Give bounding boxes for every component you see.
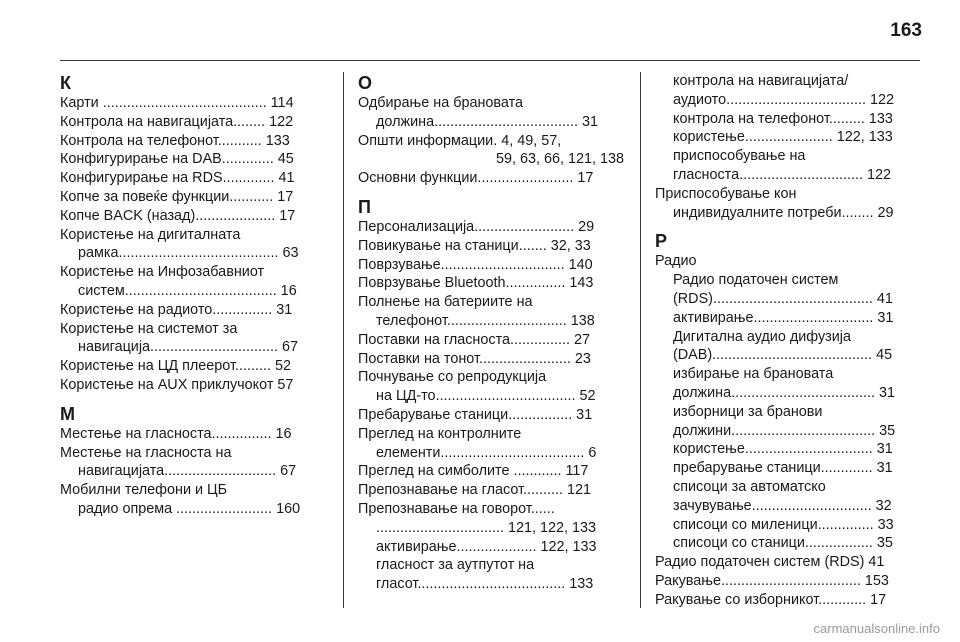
- index-entry: Контрола на навигацијата........ 122: [60, 113, 294, 130]
- index-entry: Препознавање на говорот......: [358, 500, 555, 517]
- index-entry: гласноста............................... 122: [673, 166, 892, 183]
- index-entry: рамка........................................ 63: [78, 245, 299, 262]
- watermark: carmanualsonline.info: [813, 621, 940, 636]
- index-entry: Копче BACK (назад).................... 17: [60, 207, 296, 224]
- index-entry: пребарување станици............. 31: [673, 460, 893, 477]
- index-entry: Ракување со изборникот............ 17: [655, 591, 887, 608]
- index-entry: изборници за бранови: [673, 403, 823, 420]
- index-entry: (RDS)........................................ 41: [673, 290, 893, 307]
- index-entry: Местење на гласноста на: [60, 444, 232, 461]
- column-divider: [343, 72, 344, 608]
- index-entry: Приспособување кон: [655, 185, 797, 202]
- column-divider: [640, 72, 641, 608]
- index-entry: на ЦД-то................................... 52: [376, 388, 596, 405]
- index-entry: Карти ......................................... 114: [60, 95, 294, 111]
- index-entry: Користење на ЦД плеерот......... 52: [60, 358, 291, 375]
- index-letter-heading: О: [358, 73, 373, 93]
- index-entry: навигација................................ 67: [78, 339, 298, 356]
- index-entry: должини.................................... 35: [673, 422, 896, 439]
- index-entry: Користење на дигиталната: [60, 226, 241, 243]
- index-entry: Користење на AUX приклучокот 57: [60, 376, 294, 393]
- index-column-3: [655, 72, 921, 610]
- index-entry: списоци со миленици.............. 33: [673, 516, 894, 533]
- index-entry: систем...................................... 16: [78, 282, 297, 299]
- index-letter-heading: К: [60, 73, 71, 93]
- index-entry: Радио податочен систем: [673, 272, 839, 289]
- index-entry: Конфигурирање на RDS............. 41: [60, 170, 295, 187]
- index-entry: Користење на системот за: [60, 320, 238, 337]
- index-entry: Ракување................................... 153: [655, 572, 889, 589]
- index-entry: Радио: [655, 253, 697, 270]
- index-entry: Поврзување............................... 140: [358, 256, 593, 273]
- index-entry: Мобилни телефони и ЦБ: [60, 482, 228, 499]
- index-entry: списоци за автоматско: [673, 478, 826, 495]
- index-entry: контрола на телефонот......... 133: [673, 110, 893, 127]
- index-entry: активирање.................... 122, 133: [376, 538, 597, 555]
- index-column-2: [358, 72, 624, 594]
- index-entry: должина.................................... 31: [376, 113, 599, 130]
- index-entry: Контрола на телефонот........... 133: [60, 132, 290, 149]
- index-letter-heading: Р: [655, 231, 668, 252]
- index-entry: Персонализација......................... 29: [358, 218, 595, 235]
- index-entry: Копче за повеќе функции........... 17: [60, 188, 294, 205]
- index-entry: елементи.................................... 6: [376, 444, 597, 461]
- index-entry: активирање.............................. 31: [673, 309, 894, 326]
- index-entry: приспособување на: [673, 148, 806, 165]
- index-entry: (DAB)........................................ 45: [673, 347, 893, 364]
- index-entry: Преглед на симболите ............ 117: [358, 463, 589, 480]
- index-entry: ................................ 121, 122, 133: [376, 519, 596, 536]
- index-entry: навигацијата............................ 67: [78, 463, 297, 480]
- index-entry: Одбирање на брановата: [358, 95, 524, 111]
- index-entry: Пребарување станици................ 31: [358, 406, 593, 423]
- index-entry: Местење на гласноста............... 16: [60, 425, 292, 442]
- index-entry: гласот..................................... 133: [376, 576, 594, 593]
- index-entry: индивидуалните потреби........ 29: [673, 204, 894, 221]
- index-entry: користење...................... 122, 133: [673, 129, 893, 146]
- index-entry: избирање на брановата: [673, 366, 834, 383]
- index-entry: телефонот.............................. 138: [376, 312, 595, 329]
- index-entry: Поставки на гласноста............... 27: [358, 331, 590, 348]
- header-rule: [60, 60, 920, 61]
- index-entry: аудиото................................... 122: [673, 91, 895, 108]
- index-entry: Преглед на контролните: [358, 425, 522, 442]
- index-entry: Општи информации. 4, 49, 57,: [358, 132, 562, 149]
- index-letter-heading: П: [358, 196, 371, 217]
- index-column-1: [60, 72, 326, 519]
- index-entry: Конфигурирање на DAB............. 45: [60, 151, 294, 168]
- index-entry: Користење на радиото............... 31: [60, 301, 293, 318]
- index-entry: Радио податочен систем (RDS) 41: [655, 554, 885, 571]
- index-entry: Полнење на батериите на: [358, 294, 533, 311]
- index-entry: гласност за аутпутот на: [376, 557, 535, 574]
- index-entry: 59, 63, 66, 121, 138: [495, 151, 624, 168]
- index-entry: Основни функции........................ 17: [358, 170, 594, 187]
- index-entry: радио опрема ........................ 160: [78, 500, 301, 517]
- index-entry: Повикување на станици....... 32, 33: [358, 237, 591, 254]
- index-entry: користење................................ 31: [673, 441, 893, 458]
- index-entry: контрола на навигацијата/: [673, 73, 849, 89]
- index-entry: Препознавање на гласот.......... 121: [358, 482, 592, 499]
- index-entry: Поврзување Bluetooth............... 143: [358, 275, 594, 292]
- index-entry: списоци со станици................. 35: [673, 535, 893, 552]
- index-entry: зачувување.............................. 32: [673, 497, 892, 514]
- index-entry: Користење на Инфозабавниот: [60, 264, 265, 281]
- index-entry: Дигитална аудио дифузија: [673, 328, 851, 345]
- index-entry: Поставки на тонот....................... 23: [358, 350, 591, 367]
- index-letter-heading: М: [60, 403, 75, 424]
- page-number: 163: [890, 20, 922, 41]
- index-entry: должина.................................... 31: [673, 384, 896, 401]
- index-entry: Почнување со репродукција: [358, 369, 547, 386]
